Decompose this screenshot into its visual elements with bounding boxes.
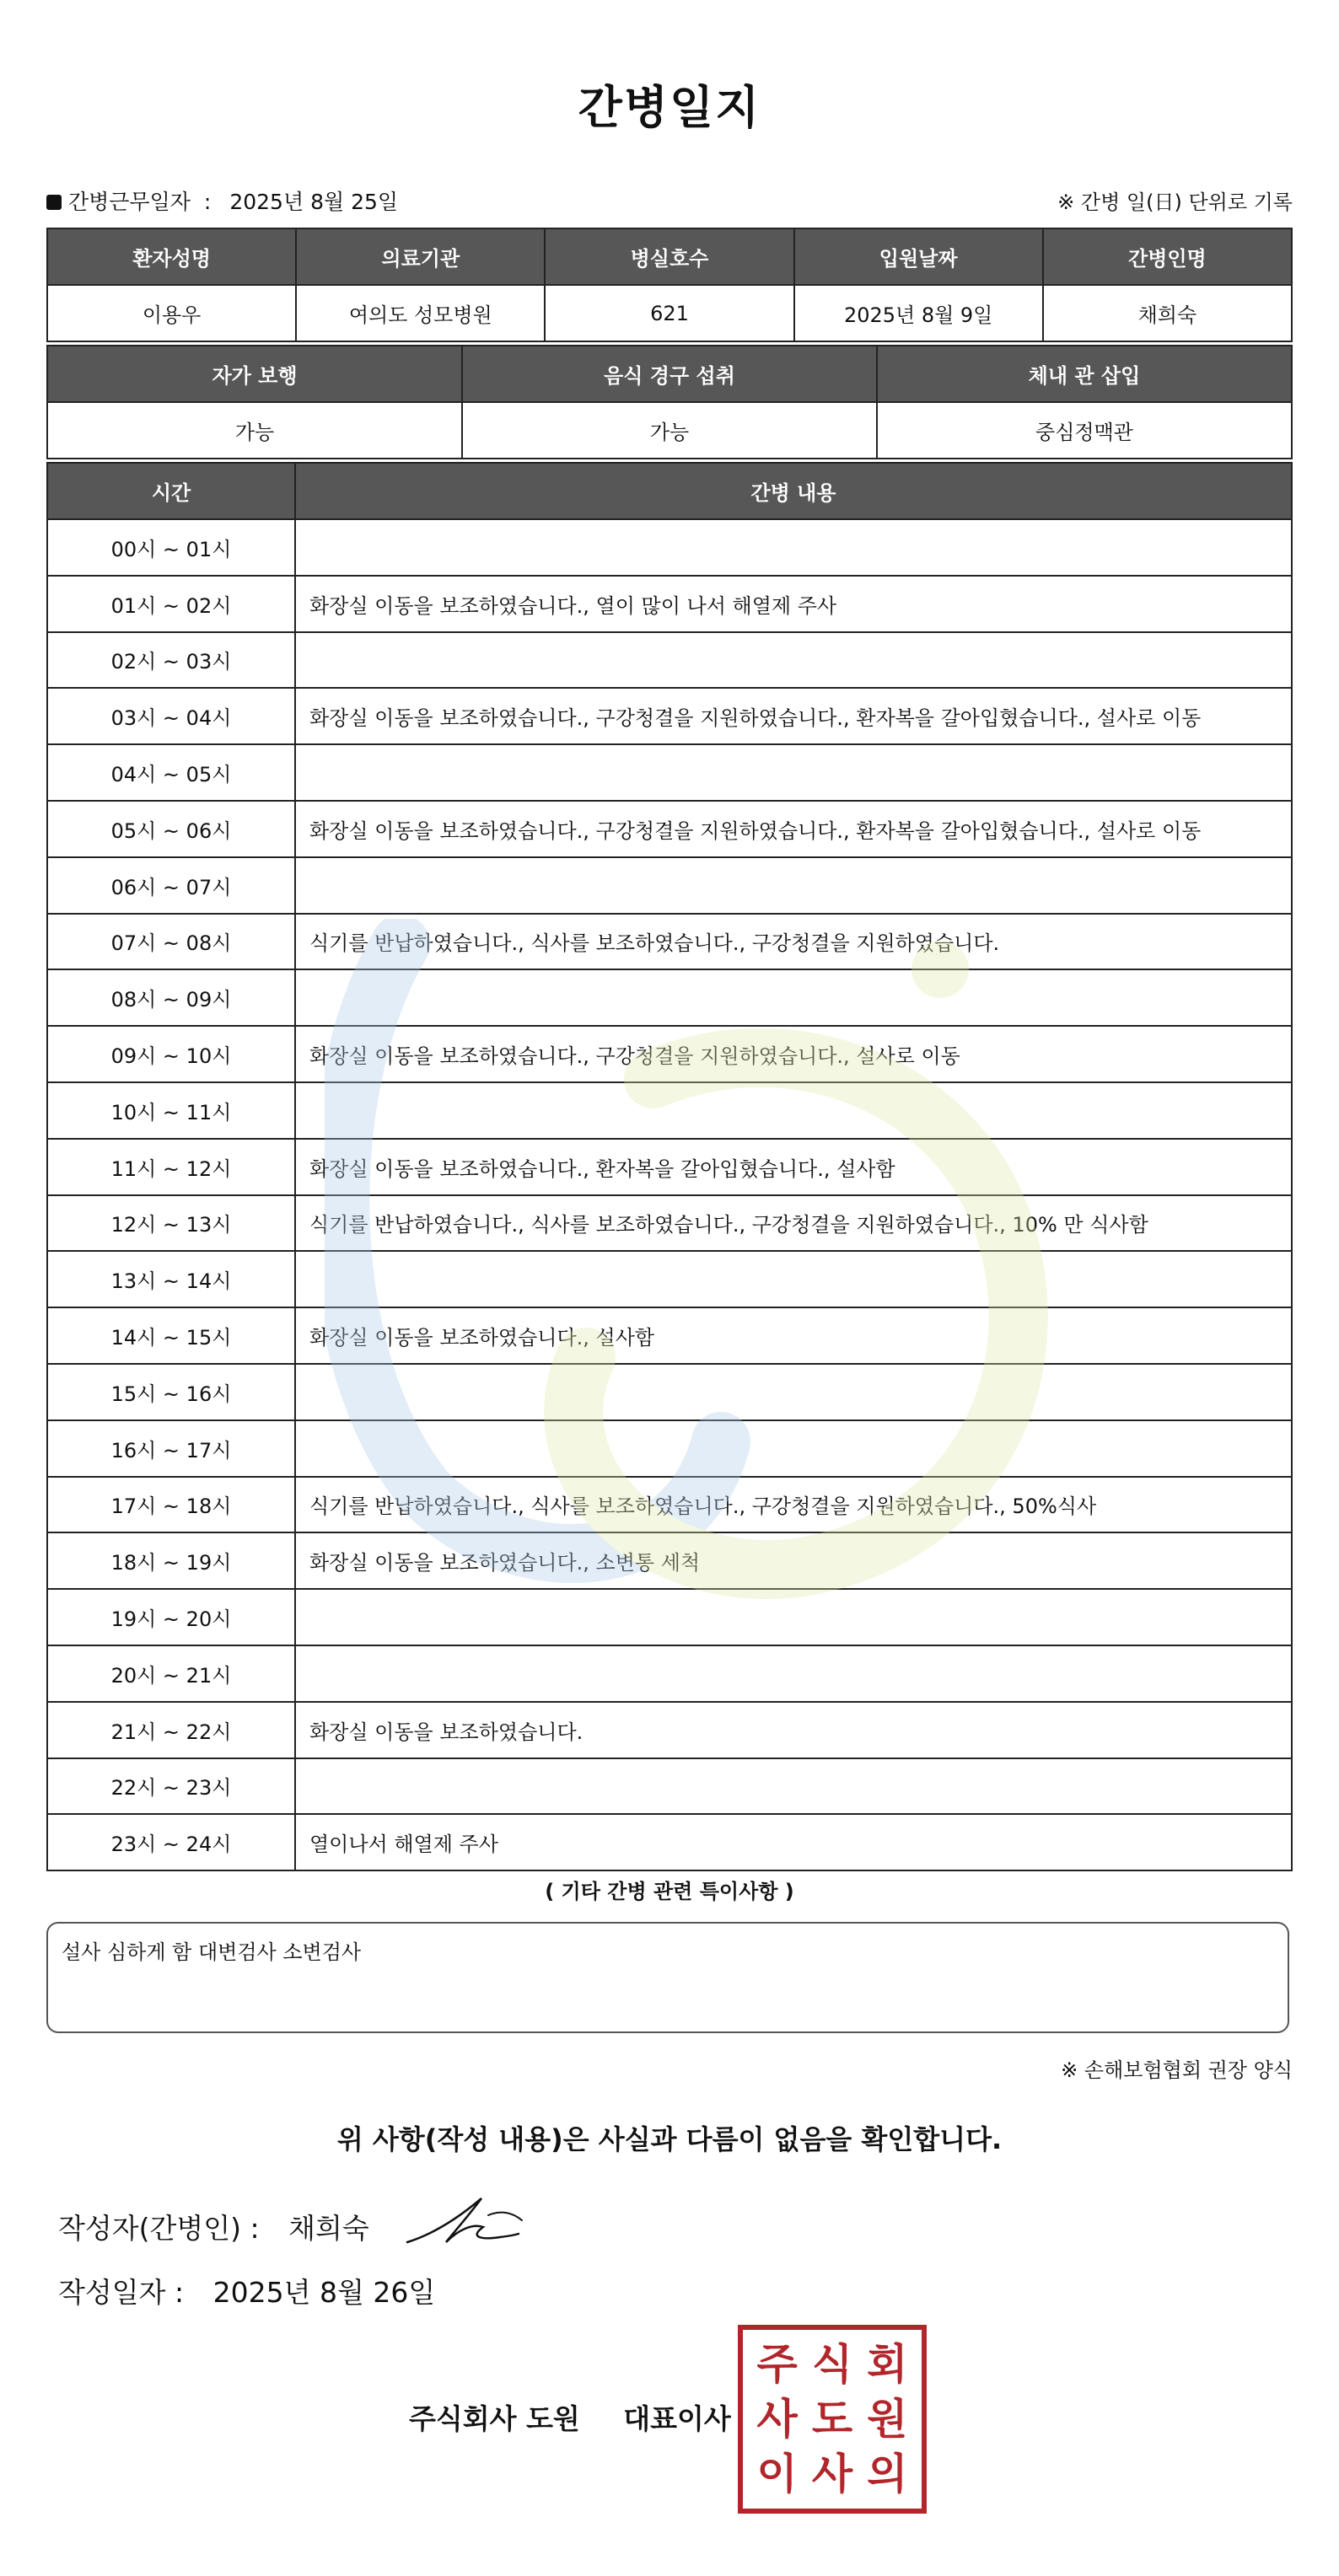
- log-time: 17시 ~ 18시: [47, 1477, 295, 1533]
- care-log-row: [47, 1420, 1292, 1477]
- log-time: 16시 ~ 17시: [47, 1420, 295, 1477]
- header-hospital: 의료기관: [296, 228, 545, 285]
- log-time: 03시 ~ 04시: [47, 688, 295, 744]
- seal-character: 원: [867, 2394, 908, 2444]
- log-time: 21시 ~ 22시: [47, 1702, 295, 1758]
- log-time: 13시 ~ 14시: [47, 1251, 295, 1307]
- care-log-row: [47, 914, 1292, 970]
- care-log-row: [47, 632, 1292, 689]
- log-time: 07시 ~ 08시: [47, 914, 295, 970]
- log-time: 02시 ~ 03시: [47, 632, 295, 689]
- header-admission-date: 입원날짜: [794, 228, 1043, 285]
- care-log-row: [47, 1026, 1292, 1082]
- log-content: [295, 1364, 1292, 1420]
- log-content: [295, 1589, 1292, 1645]
- oral-intake-value: 가능: [462, 402, 877, 459]
- admission-date: 2025년 8월 9일: [794, 285, 1043, 341]
- care-log-row: [47, 688, 1292, 744]
- log-time: 19시 ~ 20시: [47, 1589, 295, 1645]
- care-log-row: [47, 1195, 1292, 1252]
- unit-note: ※ 간병 일(日) 단위로 기록: [1057, 191, 1293, 214]
- log-content: 화장실 이동을 보조하였습니다., 구강청결을 지원하였습니다., 환자복을 갈아입혔습니다., 설사로 이동: [295, 801, 1292, 857]
- patient-info-table: [46, 228, 1293, 342]
- room-number: 621: [545, 285, 793, 341]
- log-content: 식기를 반납하였습니다., 식사를 보조하였습니다., 구강청결을 지원하였습니다.: [295, 914, 1292, 970]
- care-log-rows: [47, 519, 1292, 1870]
- log-content: 식기를 반납하였습니다., 식사를 보조하였습니다., 구강청결을 지원하였습니다., 50%식사: [295, 1477, 1292, 1533]
- care-log-row: [47, 857, 1292, 914]
- care-log-row: [47, 1758, 1292, 1815]
- log-time: 22시 ~ 23시: [47, 1758, 295, 1815]
- log-content: [295, 744, 1292, 801]
- notes-title: ( 기타 간병 관련 특이사항 ): [545, 1880, 794, 1903]
- seal-characters: [750, 2337, 915, 2502]
- header-self-walking: 자가 보행: [47, 346, 462, 402]
- log-content: [295, 632, 1292, 689]
- log-time: 11시 ~ 12시: [47, 1139, 295, 1195]
- care-log-row: [47, 576, 1292, 632]
- header-oral-intake: 음식 경구 섭취: [462, 346, 877, 402]
- care-log-row: [47, 969, 1292, 1026]
- written-date-value: 2025년 8월 26일: [212, 2276, 436, 2309]
- log-time: 08시 ~ 09시: [47, 969, 295, 1026]
- log-content: 화장실 이동을 보조하였습니다.: [295, 1702, 1292, 1758]
- signature-image: [401, 2190, 527, 2257]
- form-source-note: ※ 손해보험협회 권장 양식: [1061, 2058, 1293, 2082]
- log-content: 화장실 이동을 보조하였습니다., 설사함: [295, 1307, 1292, 1364]
- patient-name: 이용우: [47, 285, 296, 341]
- company-line: [409, 2399, 731, 2439]
- care-log-row: [47, 1139, 1292, 1195]
- header-care-content: 간병 내용: [295, 463, 1292, 519]
- log-time: 09시 ~ 10시: [47, 1026, 295, 1082]
- header-tube-insertion: 체내 관 삽입: [877, 346, 1292, 402]
- confirmation-statement: 위 사항(작성 내용)은 사실과 다름이 없음을 확인합니다.: [336, 2123, 1003, 2155]
- square-bullet-icon: [46, 195, 62, 210]
- log-content: [295, 1758, 1292, 1815]
- tube-insertion-value: 중심정맥관: [877, 402, 1292, 459]
- log-content: 화장실 이동을 보조하였습니다., 환자복을 갈아입혔습니다., 설사함: [295, 1139, 1292, 1195]
- seal-character: 도: [811, 2394, 853, 2444]
- log-content: [295, 519, 1292, 576]
- log-time: 04시 ~ 05시: [47, 744, 295, 801]
- writer-line: [58, 2208, 369, 2249]
- log-time: 05시 ~ 06시: [47, 801, 295, 857]
- care-log-row: [47, 1702, 1292, 1758]
- log-time: 18시 ~ 19시: [47, 1532, 295, 1589]
- seal-character: 의: [867, 2450, 908, 2499]
- seal-character: 회: [867, 2339, 908, 2389]
- care-log-row: [47, 1082, 1292, 1139]
- care-log-row: [47, 519, 1292, 576]
- care-log-table: [46, 462, 1293, 1871]
- log-content: [295, 1082, 1292, 1139]
- written-date-line: [58, 2273, 435, 2313]
- care-log-row: [47, 1645, 1292, 1702]
- log-time: 14시 ~ 15시: [47, 1307, 295, 1364]
- log-time: 00시 ~ 01시: [47, 519, 295, 576]
- notes-box: [46, 1922, 1289, 2033]
- notes-content: 설사 심하게 함 대변검사 소변검사: [62, 1940, 362, 1964]
- work-date-label: 간병근무일자: [68, 190, 191, 214]
- care-log-row: [47, 1477, 1292, 1533]
- log-content: 화장실 이동을 보조하였습니다., 구강청결을 지원하였습니다., 설사로 이동: [295, 1026, 1292, 1082]
- representative-title: 대표이사: [623, 2402, 731, 2435]
- header-room-number: 병실호수: [545, 228, 793, 285]
- seal-character: 사: [756, 2394, 798, 2444]
- header-patient-name: 환자성명: [47, 228, 296, 285]
- care-log-row: [47, 744, 1292, 801]
- log-content: 화장실 이동을 보조하였습니다., 열이 많이 나서 해열제 주사: [295, 576, 1292, 632]
- log-content: [295, 1420, 1292, 1477]
- care-log-row: [47, 1364, 1292, 1420]
- log-content: 화장실 이동을 보조하였습니다., 소변통 세척: [295, 1532, 1292, 1589]
- log-time: 06시 ~ 07시: [47, 857, 295, 914]
- writer-name: 채희숙: [288, 2212, 369, 2245]
- work-date-value: 2025년 8월 25일: [229, 190, 399, 214]
- seal-character: 사: [811, 2450, 853, 2499]
- care-log-row: [47, 1814, 1292, 1870]
- care-log-row: [47, 1589, 1292, 1645]
- work-date-line: [46, 187, 398, 217]
- care-log-row: [47, 1307, 1292, 1364]
- log-time: 20시 ~ 21시: [47, 1645, 295, 1702]
- log-time: 23시 ~ 24시: [47, 1814, 295, 1870]
- seal-character: 이: [756, 2450, 798, 2499]
- log-content: [295, 857, 1292, 914]
- log-time: 10시 ~ 11시: [47, 1082, 295, 1139]
- company-name: 주식회사 도원: [409, 2402, 580, 2435]
- log-content: [295, 969, 1292, 1026]
- caregiver-name: 채희숙: [1043, 285, 1292, 341]
- company-seal-stamp: [738, 2325, 927, 2514]
- log-content: [295, 1645, 1292, 1702]
- written-date-label: 작성일자 :: [58, 2276, 185, 2309]
- patient-status-table: [46, 345, 1293, 459]
- log-content: [295, 1251, 1292, 1307]
- header-time: 시간: [47, 463, 295, 519]
- writer-label: 작성자(간병인) :: [58, 2212, 260, 2245]
- care-log-row: [47, 1251, 1292, 1307]
- document-title: 간병일지: [578, 81, 761, 134]
- seal-character: 식: [811, 2339, 853, 2389]
- header-caregiver-name: 간병인명: [1043, 228, 1292, 285]
- seal-character: 주: [756, 2339, 798, 2389]
- care-log-row: [47, 1532, 1292, 1589]
- care-log-row: [47, 801, 1292, 857]
- log-time: 12시 ~ 13시: [47, 1195, 295, 1252]
- log-time: 15시 ~ 16시: [47, 1364, 295, 1420]
- work-date-colon: :: [203, 190, 212, 214]
- log-content: 화장실 이동을 보조하였습니다., 구강청결을 지원하였습니다., 환자복을 갈아입혔습니다., 설사로 이동: [295, 688, 1292, 744]
- log-time: 01시 ~ 02시: [47, 576, 295, 632]
- self-walking-value: 가능: [47, 402, 462, 459]
- log-content: 열이나서 해열제 주사: [295, 1814, 1292, 1870]
- care-log-document: [46, 0, 1293, 2576]
- log-content: 식기를 반납하였습니다., 식사를 보조하였습니다., 구강청결을 지원하였습니다., 10% 만 식사함: [295, 1195, 1292, 1252]
- hospital-name: 여의도 성모병원: [296, 285, 545, 341]
